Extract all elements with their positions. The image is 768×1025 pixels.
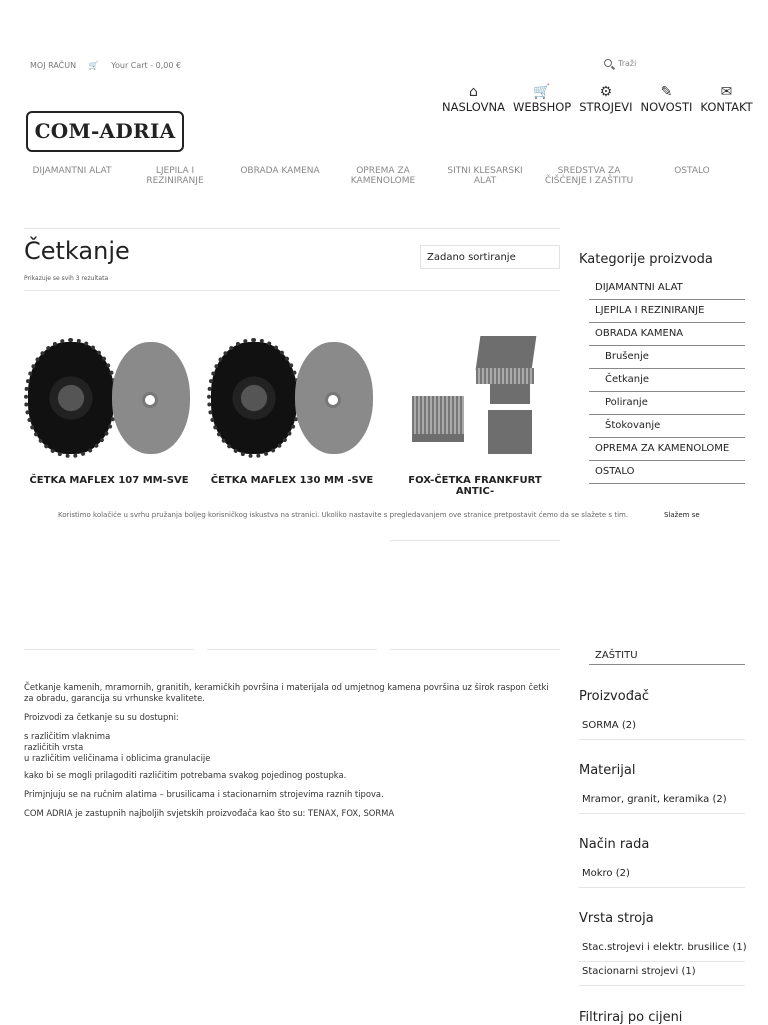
nav-novosti[interactable] (639, 84, 695, 114)
desc-paragraph: Proizvodi za četkanje su su dostupni: (24, 712, 179, 722)
divider (24, 290, 560, 291)
top-bar (30, 61, 201, 70)
desc-paragraph: COM ADRIA je zastupnih najboljih svjetskih proizvođača kao što su: TENAX, FOX, SORMA (24, 808, 395, 818)
divider (24, 649, 194, 650)
search-icon (604, 59, 612, 67)
catnav-label-2: ALAT (473, 176, 497, 186)
cart-icon: 🛒 (88, 61, 99, 70)
catnav-label-2: REZINIRANJE (146, 176, 204, 186)
main-nav (440, 84, 755, 114)
nav-strojevi[interactable] (577, 84, 634, 114)
catnav-label: OSTALO (674, 166, 710, 176)
nav-label: NASLOVNA (442, 100, 505, 114)
nav-naslovna[interactable] (440, 84, 507, 114)
catnav-obrada-kamena[interactable] (230, 166, 330, 186)
catnav-label: OBRADA KAMENA (240, 166, 320, 176)
catnav-label-2: ČIŠĆENJE I ZAŠTITU (544, 176, 634, 186)
sidebar-cat-oprema[interactable]: OPREMA ZA KAMENOLOME (589, 438, 745, 461)
nav-label: KONTAKT (700, 100, 753, 114)
cart-link[interactable] (89, 61, 191, 70)
product-card[interactable] (24, 334, 194, 490)
nav-label: NOVOSTI (640, 100, 693, 114)
brush-block (490, 384, 530, 404)
divider (390, 649, 560, 650)
list-item: u različitim veličinama i oblicima granulacije (24, 753, 211, 763)
brush-bristles (476, 368, 534, 384)
divider (207, 649, 377, 650)
filter-title-proizvodac: Proizvođač (579, 689, 650, 704)
filter-label: SORMA (582, 720, 619, 731)
sort-select[interactable]: Zadano sortiranje (420, 245, 560, 269)
search-placeholder: Traži (618, 59, 637, 68)
nav-kontakt[interactable] (698, 84, 754, 114)
product-card[interactable] (390, 334, 560, 497)
filter-count: (2) (621, 720, 636, 731)
category-list (589, 277, 745, 484)
divider (579, 985, 745, 986)
search-input[interactable] (604, 58, 744, 74)
divider (579, 961, 745, 962)
cart-total: Your Cart - 0,00 € (111, 61, 182, 70)
gears-icon: ⚙ (599, 84, 613, 100)
desc-paragraph: kako bi se mogli prilagoditi različitim potrebama svakog pojedinog postupka. (24, 770, 347, 780)
filter-title-materijal: Materijal (579, 763, 636, 778)
categories-title: Kategorije proizvoda (579, 252, 713, 267)
result-count: Prikazuje se svih 3 rezultata (24, 275, 109, 282)
filter-count: (1) (681, 966, 696, 977)
list-item: s različitim vlaknima (24, 731, 111, 741)
brush-backplate (295, 342, 373, 454)
divider (579, 739, 745, 740)
desc-paragraph: Četkanje kamenih, mramornih, granitih, keramičkih površina i materijala od umjetnog kamena površina uz širok raspon četki za obradu, garancija su vrhunske kvalitete. (24, 682, 549, 703)
catnav-dijamantni-alat[interactable] (24, 166, 120, 186)
page-title: Četkanje (24, 237, 130, 265)
product-image[interactable] (24, 334, 194, 464)
home-icon: ⌂ (469, 84, 478, 100)
catnav-ostalo[interactable] (644, 166, 740, 186)
filter-label: Stacionarni strojevi (582, 966, 679, 977)
brush-block (488, 410, 532, 454)
sidebar-cat-cetkanje[interactable]: Četkanje (589, 369, 745, 392)
desc-paragraph: Primjnjuju se na ručnim alatima – brusilicama i stacionarnim strojevima raznih tipova. (24, 789, 384, 799)
my-account-link[interactable]: MOJ RAČUN (30, 61, 77, 70)
category-nav (24, 166, 744, 186)
divider (579, 813, 745, 814)
divider (24, 228, 560, 229)
filter-count: (2) (712, 794, 727, 805)
catnav-label: DIJAMANTNI ALAT (32, 166, 112, 176)
site-logo[interactable]: COM-ADRIA (26, 111, 184, 152)
product-name[interactable]: FOX-ČETKA FRANKFURT ANTIC- (408, 475, 542, 497)
nav-webshop[interactable] (511, 84, 573, 114)
nav-label: WEBSHOP (512, 100, 572, 114)
divider (390, 540, 560, 541)
filter-item[interactable] (582, 720, 636, 731)
brush-bristles (412, 396, 464, 434)
sidebar-cat-poliranje[interactable]: Poliranje (589, 392, 745, 415)
cookie-accept-button[interactable]: Slažem se (664, 511, 700, 519)
brush-block (412, 434, 464, 442)
filter-label: Mokro (582, 868, 613, 879)
sidebar-cat-ostalo[interactable]: OSTALO (589, 461, 745, 484)
list-item: različitih vrsta (24, 742, 84, 752)
filter-title-nacin-rada: Način rada (579, 837, 650, 852)
sidebar-cat-zastitu[interactable]: ZAŠTITU (595, 650, 638, 661)
brush-block (476, 336, 537, 370)
catnav-label: LJEPILA I (155, 166, 195, 176)
catnav-label: SREDSTVA ZA (557, 166, 621, 176)
filter-label: Stac.strojevi i elektr. brusilice (582, 942, 730, 953)
filter-item[interactable] (582, 942, 747, 953)
edit-icon: ✎ (660, 84, 673, 100)
catnav-label: OPREMA ZA (356, 166, 410, 176)
divider (589, 664, 745, 665)
catnav-label-2: KAMENOLOME (350, 176, 416, 186)
filter-item[interactable] (582, 794, 727, 805)
catnav-sitni-alat[interactable] (436, 166, 534, 186)
cookie-text: Koristimo kolačiće u svrhu pružanja boljeg korisničkog iskustva na stranici. Ukoliko nastavite s pregledavanjem ove stranice pretpostavit ćemo da se slažete s tim. (58, 511, 629, 519)
sidebar-cat-stokovanje[interactable]: Štokovanje (589, 415, 745, 438)
product-image[interactable] (207, 334, 377, 464)
filter-item[interactable] (582, 966, 696, 977)
plate-hole (325, 392, 341, 408)
sidebar-cat-dijamantni-alat[interactable]: DIJAMANTNI ALAT (589, 277, 745, 300)
cart-icon: 🛒 (533, 84, 551, 100)
product-name[interactable]: ČETKA MAFLEX 130 MM -SVE (210, 475, 374, 486)
catnav-ljepila[interactable] (120, 166, 230, 186)
divider (579, 887, 745, 888)
filter-label: Mramor, granit, keramika (582, 794, 710, 805)
nav-label: STROJEVI (579, 100, 633, 114)
catnav-label: SITNI KLESARSKI (447, 166, 523, 176)
cookie-banner (0, 498, 768, 534)
product-name[interactable]: ČETKA MAFLEX 107 MM-SVE (29, 475, 189, 486)
desc-list (24, 731, 559, 764)
sidebar-cat-ljepila[interactable]: LJEPILA I REZINIRANJE (589, 300, 745, 323)
product-image[interactable] (390, 334, 560, 464)
sidebar-cat-obrada-kamena[interactable]: OBRADA KAMENA (589, 323, 745, 346)
filter-title-vrsta-stroja: Vrsta stroja (579, 911, 654, 926)
catnav-oprema[interactable] (330, 166, 436, 186)
filter-item[interactable] (582, 868, 630, 879)
filter-count: (1) (732, 942, 747, 953)
sidebar-cat-brusenje[interactable]: Brušenje (589, 346, 745, 369)
price-filter-title: Filtriraj po cijeni (579, 1010, 683, 1025)
product-card[interactable] (207, 334, 377, 490)
brush-backplate (112, 342, 190, 454)
brush-image (28, 342, 114, 454)
plate-hole (142, 392, 158, 408)
category-description (24, 682, 559, 827)
filter-count: (2) (615, 868, 630, 879)
catnav-sredstva[interactable] (534, 166, 644, 186)
envelope-icon: ✉ (720, 84, 733, 100)
brush-image (211, 342, 297, 454)
